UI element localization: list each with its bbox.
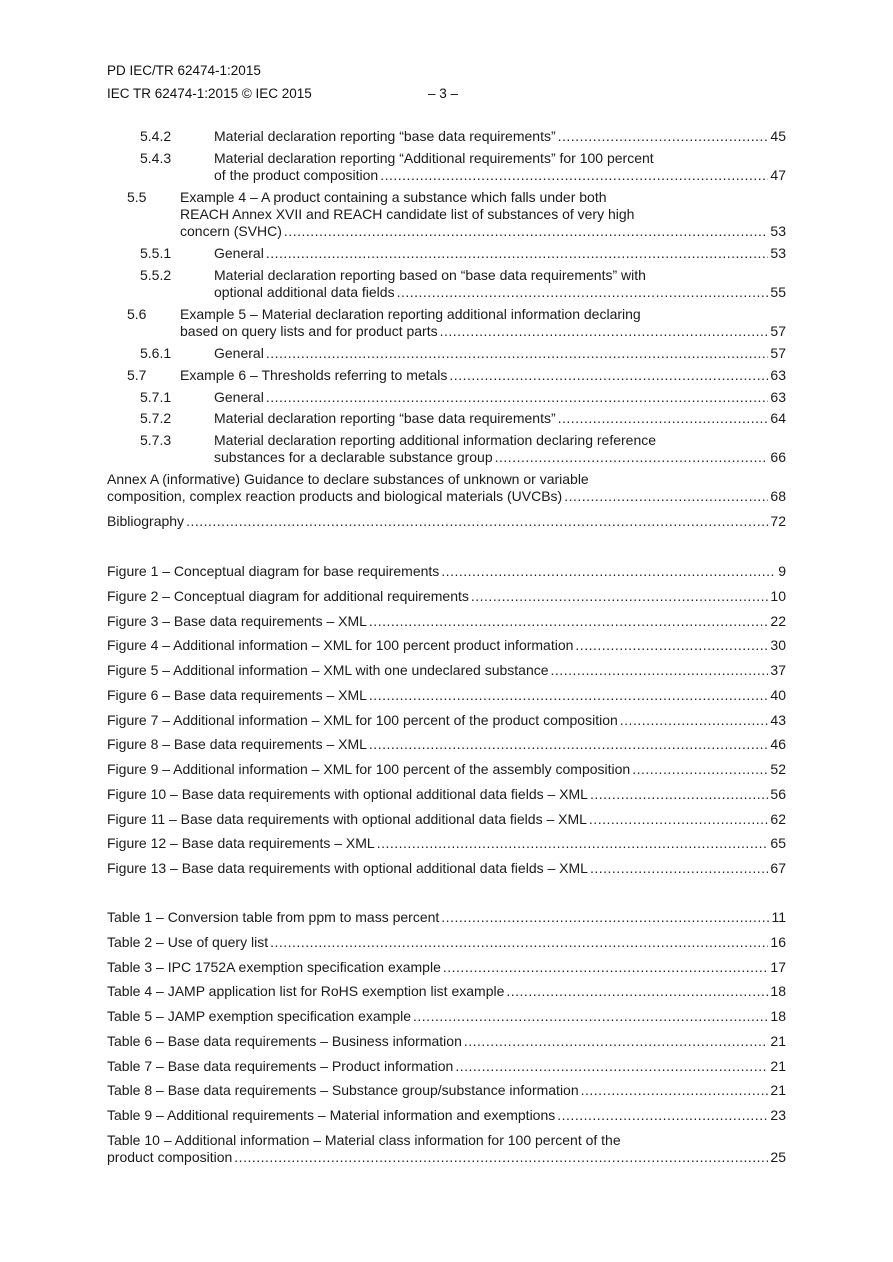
dot-leader [564, 488, 768, 505]
dot-leader [455, 1058, 768, 1075]
entry-page-number: 72 [770, 513, 786, 529]
figure-entry[interactable] [107, 662, 786, 679]
entry-title: concern (SVHC) [180, 223, 282, 239]
entry-page-number: 21 [770, 1058, 786, 1074]
entry-page-number: 57 [770, 345, 786, 361]
entry-last-line [107, 909, 786, 926]
dot-leader [397, 284, 769, 301]
entry-title: Figure 8 – Base data requirements – XML [107, 736, 367, 752]
entry-page-number: 18 [770, 983, 786, 999]
entry-title: product composition [107, 1149, 233, 1165]
table-entry[interactable] [107, 934, 786, 951]
entry-page-number: 63 [770, 389, 786, 405]
entry-page-number: 23 [770, 1107, 786, 1123]
document-id: PD IEC/TR 62474-1:2015 [107, 63, 261, 78]
entry-page-number: 30 [770, 637, 786, 653]
dot-leader [441, 909, 769, 926]
dot-leader [234, 1149, 768, 1166]
entry-last-line [214, 345, 786, 362]
entry-page-number: 17 [770, 959, 786, 975]
entry-last-line [214, 167, 786, 184]
entry-title-line: Annex A (informative) Guidance to declare substances of unknown or variable [107, 471, 589, 487]
entry-last-line [107, 687, 786, 704]
entry-page-number: 62 [770, 811, 786, 827]
entry-page-number: 53 [770, 223, 786, 239]
entry-last-line [107, 1033, 786, 1050]
dot-leader [632, 761, 768, 778]
entry-title: Figure 13 – Base data requirements with optional additional data fields – XML [107, 860, 588, 876]
entry-last-line [107, 761, 786, 778]
entry-last-line [107, 860, 786, 877]
toc-entry[interactable] [107, 513, 786, 530]
dot-leader [270, 934, 768, 951]
entry-last-line [107, 835, 786, 852]
entry-last-line [107, 613, 786, 630]
entry-page-number: 40 [770, 687, 786, 703]
toc-entry[interactable] [140, 245, 786, 262]
entry-page-number: 64 [770, 410, 786, 426]
entry-last-line [107, 1058, 786, 1075]
table-entry[interactable] [107, 1132, 786, 1166]
entry-last-line [107, 1149, 786, 1166]
copyright-text: IEC TR 62474-1:2015 © IEC 2015 [107, 86, 312, 101]
entry-title: Figure 12 – Base data requirements – XML [107, 835, 375, 851]
dot-leader [266, 345, 769, 362]
entry-title: General [214, 389, 264, 405]
toc-entry[interactable] [107, 471, 786, 505]
entry-title: Figure 7 – Additional information – XML for 100 percent of the product composition [107, 712, 618, 728]
entry-last-line [107, 786, 786, 803]
dot-leader [590, 860, 768, 877]
entry-last-line [107, 1008, 786, 1025]
dot-leader [449, 367, 768, 384]
figure-entry[interactable] [107, 613, 786, 630]
entry-last-line [107, 712, 786, 729]
toc-entry[interactable] [140, 410, 786, 427]
entry-title: Table 7 – Base data requirements – Product information [107, 1058, 454, 1074]
entry-page-number: 63 [770, 367, 786, 383]
entry-title: Table 8 – Base data requirements – Substance group/substance information [107, 1082, 579, 1098]
figure-entry[interactable] [107, 786, 786, 803]
entry-title: Table 6 – Base data requirements – Business information [107, 1033, 462, 1049]
entry-last-line [214, 245, 786, 262]
entry-title-line: Material declaration reporting additional information declaring reference [214, 432, 657, 448]
dot-leader [581, 1082, 769, 1099]
entry-last-line [214, 410, 786, 427]
entry-title: Figure 10 – Base data requirements with optional additional data fields – XML [107, 786, 588, 802]
entry-page-number: 10 [770, 588, 786, 604]
figure-entry[interactable] [107, 637, 786, 654]
entry-last-line [214, 128, 786, 145]
dot-leader [186, 513, 768, 530]
entry-page-number: 18 [770, 1008, 786, 1024]
dot-leader [441, 563, 776, 580]
dot-leader [266, 245, 769, 262]
dot-leader [557, 1107, 768, 1124]
entry-title: Figure 4 – Additional information – XML for 100 percent product information [107, 637, 574, 653]
entry-page-number: 11 [771, 909, 786, 925]
entry-number: 5.7.3 [140, 432, 172, 448]
entry-title-line: Material declaration reporting based on “base data requirements” with [214, 267, 646, 283]
entry-title: Bibliography [107, 513, 185, 529]
copyright-line [107, 86, 459, 102]
figure-entry[interactable] [107, 736, 786, 753]
entry-title: of the product composition [214, 167, 379, 183]
entry-page-number: 21 [770, 1033, 786, 1049]
dot-leader [558, 128, 769, 145]
entry-title: General [214, 245, 264, 261]
entry-page-number: 16 [770, 934, 786, 950]
entry-page-number: 66 [770, 449, 786, 465]
dot-leader [284, 223, 769, 240]
entry-title: Table 9 – Additional requirements – Material information and exemptions [107, 1107, 556, 1123]
toc-entry[interactable] [140, 128, 786, 145]
table-entry[interactable] [107, 1008, 786, 1025]
entry-last-line [107, 1107, 786, 1124]
entry-last-line [214, 389, 786, 406]
entry-title: composition, complex reaction products and biological materials (UVCBs) [107, 488, 563, 504]
table-entry[interactable] [107, 959, 786, 976]
entry-page-number: 37 [770, 662, 786, 678]
entry-last-line [180, 367, 786, 384]
toc-entry[interactable] [140, 267, 786, 301]
toc-entry[interactable] [127, 306, 786, 340]
entry-number: 5.5 [127, 189, 147, 205]
figure-entry[interactable] [107, 563, 786, 580]
dot-leader [506, 983, 768, 1000]
entry-last-line [107, 637, 786, 654]
entry-page-number: 22 [770, 613, 786, 629]
entry-number: 5.7 [127, 367, 147, 383]
entry-last-line [107, 488, 786, 505]
entry-title-line: Table 10 – Additional information – Material class information for 100 percent of the [107, 1132, 621, 1148]
entry-number: 5.7.2 [140, 410, 172, 426]
entry-page-number: 55 [770, 284, 786, 300]
entry-title: Figure 2 – Conceptual diagram for additional requirements [107, 588, 469, 604]
dot-leader [471, 588, 769, 605]
toc-entry[interactable] [127, 189, 786, 240]
dot-leader [443, 959, 769, 976]
entry-last-line [107, 588, 786, 605]
entry-title-line: Example 4 – A product containing a substance which falls under both [180, 189, 607, 205]
dot-leader [440, 323, 769, 340]
table-entry[interactable] [107, 909, 786, 926]
entry-number: 5.6.1 [140, 345, 172, 361]
toc-entry[interactable] [140, 150, 786, 184]
entry-last-line [107, 983, 786, 1000]
entry-last-line [214, 284, 786, 301]
entry-number: 5.6 [127, 306, 147, 322]
toc-entry[interactable] [127, 367, 786, 384]
toc-entry[interactable] [140, 432, 786, 466]
entry-page-number: 21 [770, 1082, 786, 1098]
dot-leader [464, 1033, 769, 1050]
dot-leader [589, 811, 769, 828]
dot-leader [413, 1008, 768, 1025]
entry-number: 5.5.2 [140, 267, 172, 283]
entry-title: substances for a declarable substance group [214, 449, 493, 465]
dot-leader [620, 712, 769, 729]
page-number: – 3 – [428, 86, 459, 101]
entry-title-line: Material declaration reporting “Additional requirements” for 100 percent [214, 150, 654, 166]
entry-last-line [107, 662, 786, 679]
entry-page-number: 47 [770, 167, 786, 183]
dot-leader [558, 410, 769, 427]
entry-page-number: 67 [770, 860, 786, 876]
dot-leader [369, 613, 769, 630]
entry-title: Figure 3 – Base data requirements – XML [107, 613, 367, 629]
entry-title: Table 2 – Use of query list [107, 934, 269, 950]
entry-title: Material declaration reporting “base data requirements” [214, 410, 556, 426]
figure-entry[interactable] [107, 835, 786, 852]
entry-title: Figure 6 – Base data requirements – XML [107, 687, 367, 703]
toc-entry[interactable] [140, 389, 786, 406]
entry-title: Table 5 – JAMP exemption specification example [107, 1008, 412, 1024]
entry-last-line [214, 449, 786, 466]
entry-page-number: 52 [770, 761, 786, 777]
entry-title: Figure 9 – Additional information – XML for 100 percent of the assembly composition [107, 761, 631, 777]
entry-last-line [107, 1082, 786, 1099]
table-entry[interactable] [107, 1058, 786, 1075]
entry-title-line: REACH Annex XVII and REACH candidate list of substances of very high [180, 206, 635, 222]
entry-title: Figure 1 – Conceptual diagram for base requirements [107, 563, 440, 579]
figure-entry[interactable] [107, 712, 786, 729]
entry-page-number: 65 [770, 835, 786, 851]
figure-entry[interactable] [107, 761, 786, 778]
dot-leader [377, 835, 769, 852]
dot-leader [369, 687, 769, 704]
entry-title: Figure 5 – Additional information – XML with one undeclared substance [107, 662, 549, 678]
entry-title: Table 3 – IPC 1752A exemption specification example [107, 959, 441, 975]
entry-page-number: 9 [778, 563, 786, 579]
table-entry[interactable] [107, 983, 786, 1000]
entry-page-number: 25 [770, 1149, 786, 1165]
entry-title: Example 6 – Thresholds referring to metals [180, 367, 448, 383]
entry-last-line [180, 323, 786, 340]
entry-page-number: 45 [770, 128, 786, 144]
entry-title-line: Example 5 – Material declaration reporting additional information declaring [180, 306, 641, 322]
dot-leader [551, 662, 769, 679]
entry-last-line [107, 959, 786, 976]
figure-entry[interactable] [107, 687, 786, 704]
entry-number: 5.4.2 [140, 128, 172, 144]
entry-page-number: 57 [770, 323, 786, 339]
figure-entry[interactable] [107, 811, 786, 828]
dot-leader [495, 449, 769, 466]
table-entry[interactable] [107, 1082, 786, 1099]
dot-leader [369, 736, 769, 753]
entry-number: 5.5.1 [140, 245, 172, 261]
entry-last-line [180, 223, 786, 240]
entry-title: optional additional data fields [214, 284, 395, 300]
entry-title: General [214, 345, 264, 361]
table-entry[interactable] [107, 1033, 786, 1050]
entry-page-number: 43 [770, 712, 786, 728]
dot-leader [266, 389, 769, 406]
entry-page-number: 68 [770, 488, 786, 504]
dot-leader [380, 167, 768, 184]
entry-title: Table 4 – JAMP application list for RoHS exemption list example [107, 983, 505, 999]
entry-title: based on query lists and for product parts [180, 323, 438, 339]
table-entry[interactable] [107, 1107, 786, 1124]
entry-last-line [107, 934, 786, 951]
toc-entry[interactable] [140, 345, 786, 362]
entry-page-number: 53 [770, 245, 786, 261]
entry-last-line [107, 811, 786, 828]
entry-title: Table 1 – Conversion table from ppm to mass percent [107, 909, 440, 925]
figure-entry[interactable] [107, 860, 786, 877]
dot-leader [590, 786, 768, 803]
entry-page-number: 46 [770, 736, 786, 752]
entry-title: Material declaration reporting “base data requirements” [214, 128, 556, 144]
entry-title: Figure 11 – Base data requirements with optional additional data fields – XML [107, 811, 587, 827]
figure-entry[interactable] [107, 588, 786, 605]
entry-number: 5.4.3 [140, 150, 172, 166]
dot-leader [575, 637, 768, 654]
entry-number: 5.7.1 [140, 389, 172, 405]
entry-last-line [107, 736, 786, 753]
entry-page-number: 56 [770, 786, 786, 802]
entry-last-line [107, 563, 786, 580]
entry-last-line [107, 513, 786, 530]
